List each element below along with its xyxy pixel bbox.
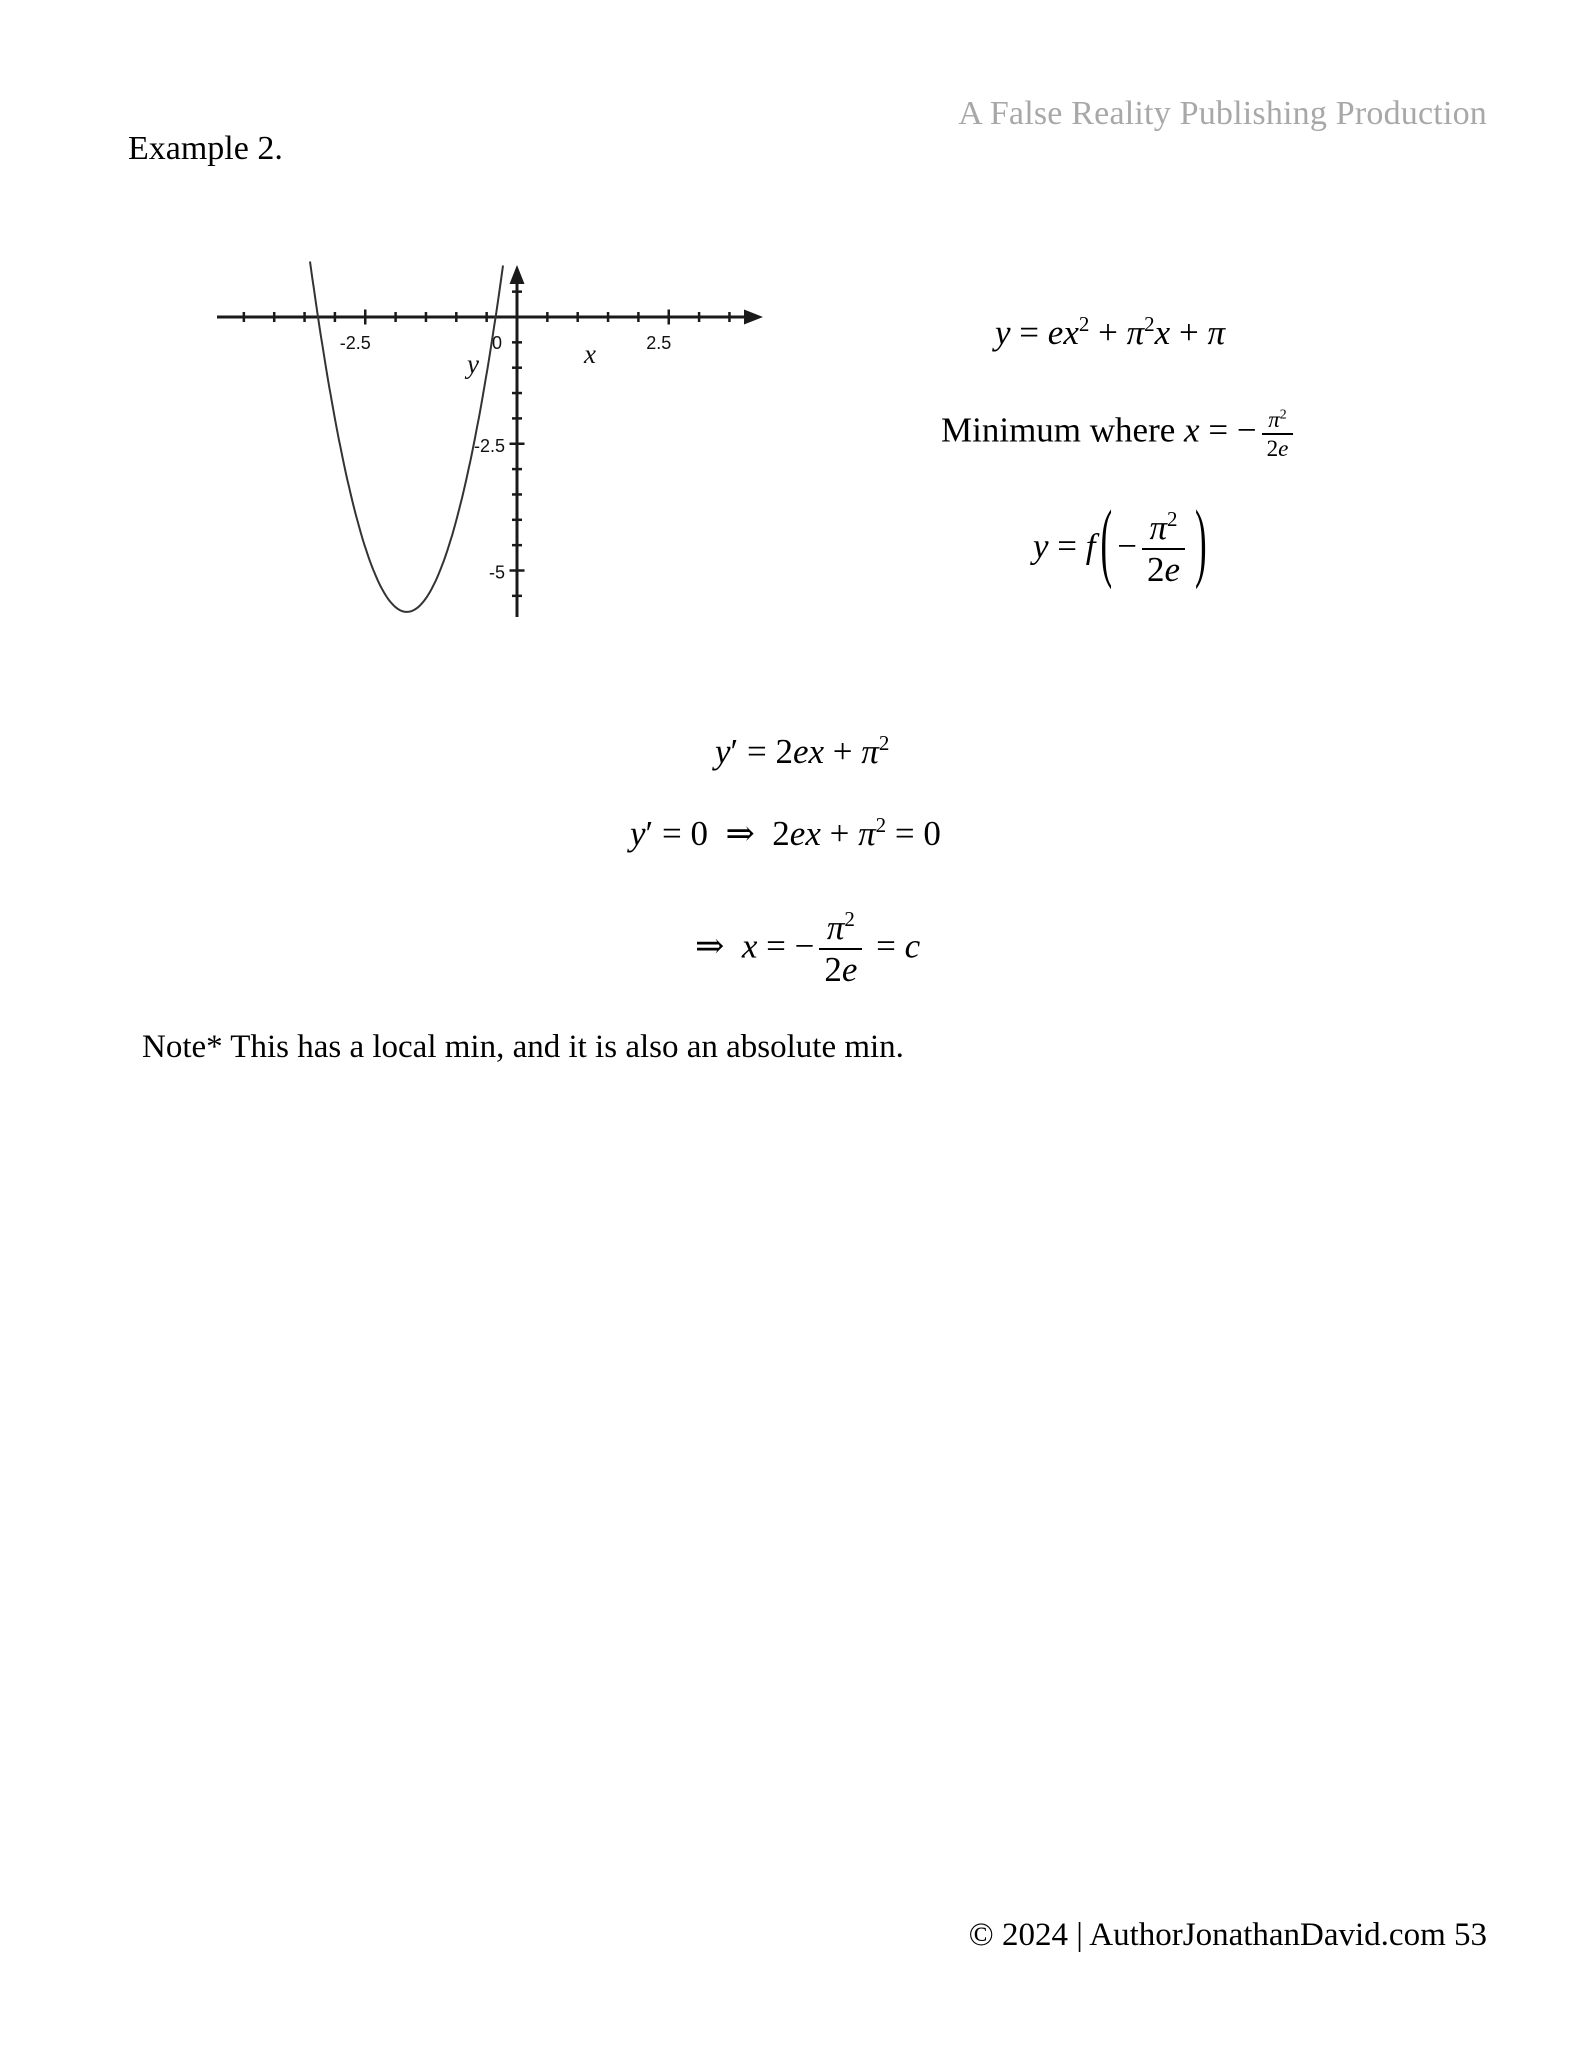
fraction-denominator (819, 948, 862, 990)
equation-solve-for-x (695, 908, 920, 991)
footer-credit: © 2024 | AuthorJonathanDavid.com 53 (968, 1917, 1487, 1953)
math-token: = (1010, 313, 1048, 352)
note-text: Note* This has a local min, and it is also an absolute min. (142, 1029, 904, 1065)
math-token: + (1089, 313, 1127, 352)
math-token: x (741, 926, 758, 966)
math-token: y (630, 814, 646, 853)
x-axis-label: x (584, 339, 596, 369)
y-axis-label: y (467, 349, 479, 379)
math-token: ⇒ (695, 926, 742, 966)
math-token: π (1268, 406, 1280, 432)
fraction (1262, 406, 1294, 461)
equation-derivative-zero (630, 814, 941, 854)
fraction (1142, 508, 1185, 591)
math-token: 2 (1279, 406, 1287, 422)
fraction-numerator (1142, 508, 1185, 548)
math-token: e (1164, 550, 1180, 590)
math-token: 2 (824, 950, 842, 990)
fraction-denominator (1262, 433, 1294, 462)
y-axis-arrow (510, 265, 525, 284)
math-token: π (1207, 313, 1226, 352)
math-token: = (867, 926, 905, 966)
math-token: e (1278, 434, 1289, 461)
x-axis-arrow (744, 310, 763, 325)
math-token: x (1154, 313, 1171, 352)
math-token: Minimum where (941, 410, 1185, 450)
math-token: x (1184, 410, 1200, 450)
equation-minimum-where (941, 406, 1298, 461)
math-token: π (858, 814, 876, 853)
math-token: ( (1100, 493, 1113, 591)
math-token: c (904, 926, 921, 966)
math-token: 2 (844, 906, 855, 931)
math-token: π (1149, 508, 1167, 547)
math-token: π (1126, 313, 1145, 352)
math-token: 2 (1078, 311, 1090, 336)
equation-derivative (715, 732, 889, 772)
math-token: = (1048, 526, 1086, 566)
y-tick-label: -2.5 (473, 435, 505, 456)
x-tick-label: 2.5 (646, 333, 672, 353)
math-token: ) (1194, 493, 1207, 591)
math-token: y (1033, 526, 1049, 566)
math-token: + (1170, 313, 1208, 352)
math-token: = − (757, 926, 815, 966)
example-heading: Example 2. (128, 130, 283, 167)
math-token: 2 (1146, 550, 1165, 590)
y-tick-label: -5 (488, 562, 505, 583)
fraction-numerator (1262, 406, 1294, 433)
x-tick-label: -2.5 (339, 333, 371, 353)
fraction-numerator (819, 908, 862, 948)
math-token: π (861, 732, 879, 771)
math-token: − (1117, 526, 1137, 566)
fraction-denominator (1142, 548, 1185, 590)
math-token: f (1085, 526, 1096, 566)
x-tick-label: 0 (491, 333, 503, 353)
math-token: y (715, 732, 731, 771)
header-credit: A False Reality Publishing Production (958, 95, 1487, 132)
equation-curve-function (995, 313, 1225, 353)
math-token: ex (792, 732, 825, 771)
equation-y-at-minimum (1033, 493, 1212, 591)
parabola-graph (150, 185, 790, 635)
math-token: ex (1047, 313, 1079, 352)
math-token: + (824, 732, 862, 771)
math-token: ′ = 0 ⇒ 2 (645, 814, 790, 853)
math-token: e (841, 950, 858, 990)
math-token: π (826, 908, 845, 947)
math-token: ex (789, 814, 821, 853)
math-token: y (995, 313, 1011, 352)
math-token: 2 (875, 812, 887, 837)
math-token: 2 (878, 730, 890, 755)
fraction (819, 908, 862, 991)
math-token: + (820, 814, 859, 853)
math-token: ′ = 2 (730, 732, 793, 771)
math-token: = − (1199, 410, 1257, 450)
math-token: 2 (1166, 506, 1178, 531)
math-token: 2 (1144, 311, 1155, 336)
math-token: = 0 (886, 814, 941, 853)
math-token: 2 (1266, 434, 1279, 461)
